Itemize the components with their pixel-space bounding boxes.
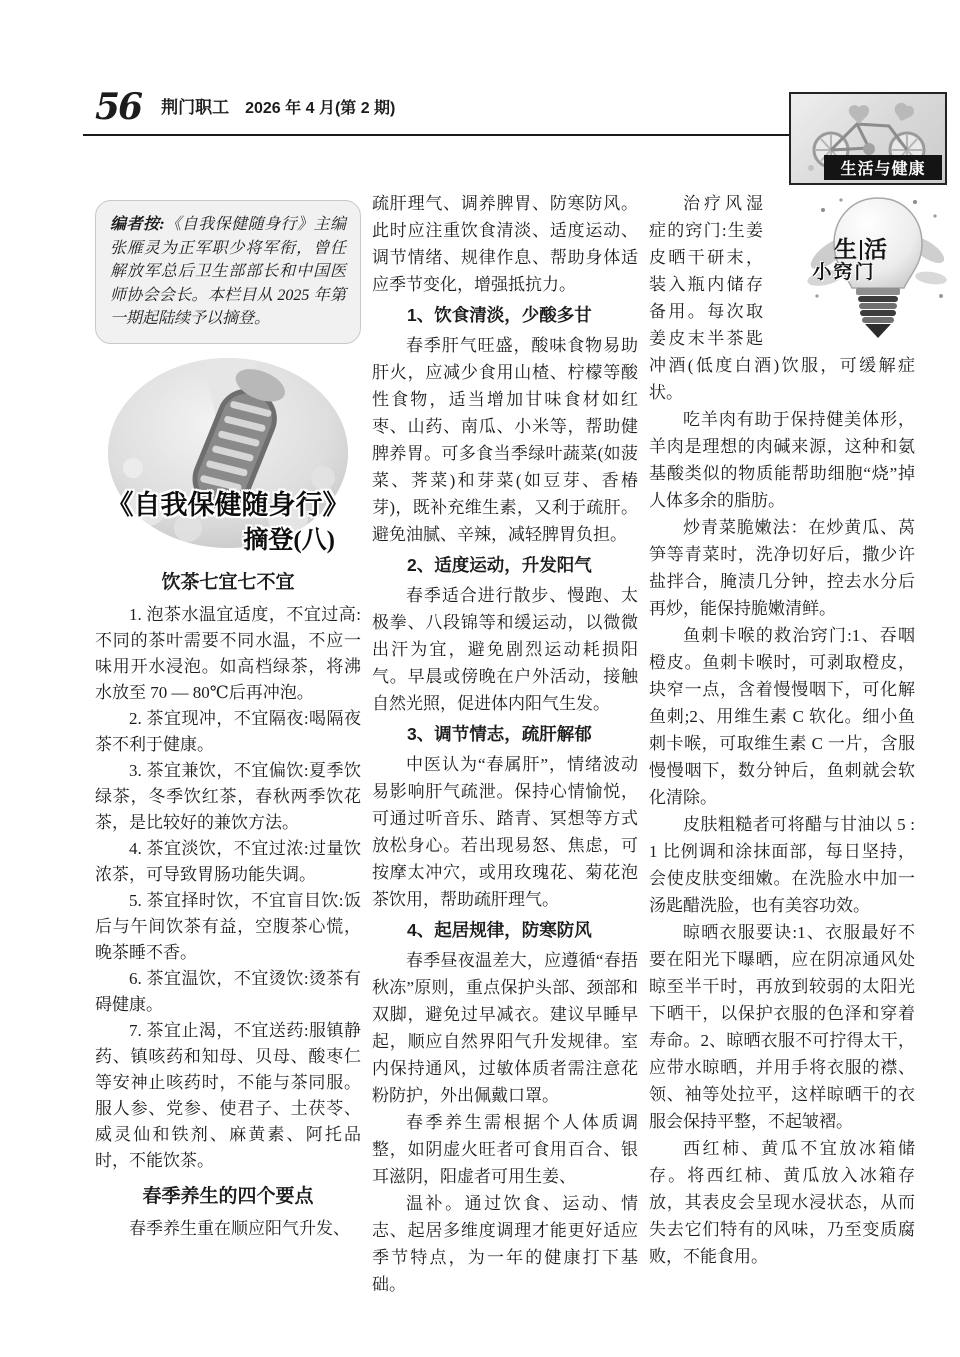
feature-header [103, 358, 353, 560]
tea-item: 7. 茶宜止渴，不宜送药:服镇静药、镇咳药和知母、贝母、酸枣仁等安神止咳药时，不能与茶同服。服人参、党参、使君子、土茯苓、威灵仙和铁剂、麻黄素、阿托品时，不能饮茶。 [95, 1020, 361, 1170]
spring-article-heading: 春季养生的四个要点 [142, 1185, 314, 1207]
badge-char-1: 生 [834, 236, 858, 262]
tea-item: 5. 茶宜择时饮，不宜盲目饮:饭后与午间饮茶有益，空腹茶心慌，晚茶睡不香。 [95, 890, 361, 962]
editor-note-text: 《自我保健随身行》主编张雁灵为正军职少将军衔，曾任解放军总后卫生部部长和中国医师协会会长。本栏目从 2025 年第一期起陆续予以摘登。 [110, 216, 346, 327]
spring-subheading-1: 1、饮食清淡，少酸多甘 [407, 305, 592, 325]
tip-paragraph: 吃羊肉有助于保持健美体形，羊肉是理想的肉碱来源，这种和氨基酸类似的物质能帮助细胞“烧”掉人体多余的脂肪。 [649, 410, 915, 510]
tip-rheumatism-text: 治疗风湿症的窍门:生姜皮晒干研末，装入瓶内储存备用。每次取姜皮末半茶匙冲酒(低度白酒)饮服，可缓解症状。 [649, 194, 915, 402]
tip-paragraph: 晾晒衣服要诀:1、衣服最好不要在阳光下曝晒，应在阴凉通风处晾至半干时，再放到较弱的太阳光下晒干，以保护衣服的色泽和穿着寿命。2、晾晒衣服不可拧得太干，应带水晾晒，并用手将衣服的襟、领、袖等处拉平，这样晾晒干的衣服会保持平整，不起皱褶。 [649, 923, 915, 1131]
spring-section-text: 春季肝气旺盛，酸味食物易助肝火，应减少食用山楂、柠檬等酸性食物，适当增加甘味食材如红枣、山药、南瓜、小米等，帮助健脾养胃。可多食当季绿叶蔬菜(如菠菜、荠菜)和芽菜(如豆芽、香椿芽)，既补充维生素，又利于疏肝。避免油腻、辛辣，减轻脾胃负担。 [372, 336, 638, 544]
badge-divider [860, 240, 862, 260]
spring-section-text: 中医认为“春属肝”，情绪波动易影响肝气疏泄。保持心情愉悦，可通过听音乐、踏青、冥想等方式放松身心。若出现易怒、焦虑，可按摩太冲穴，或用玫瑰花、菊花泡茶饮用，帮助疏肝理气。 [372, 755, 638, 909]
tip-paragraph: 西红柿、黄瓜不宜放冰箱储存。将西红柿、黄瓜放入冰箱存放，其表皮会呈现水浸状态，从而失去它们特有的风味，乃至变质腐败，不能食用。 [649, 1139, 915, 1266]
tea-item: 3. 茶宜兼饮，不宜偏饮:夏季饮绿茶，冬季饮红茶，春秋两季饮花茶，是比较好的兼饮方法。 [95, 760, 361, 832]
section-badge-box [789, 92, 947, 185]
badge-char-2: 活 [864, 236, 888, 262]
tip-paragraph: 鱼刺卡喉的救治窍门:1、吞咽橙皮。鱼刺卡喉时，可剥取橙皮，块窄一点，含着慢慢咽下，可化解鱼刺;2、用维生素 C 软化。细小鱼刺卡喉，可取维生素 C 一片，含服慢慢咽下，数分钟后，鱼刺就会软化清除。 [649, 626, 915, 807]
life-tips-badge [773, 192, 915, 344]
masthead [95, 86, 395, 128]
middle-column [372, 190, 638, 1298]
feature-title-line1: 《自我保健随身行》 [106, 489, 350, 520]
editor-note-label: 编者按: [110, 216, 165, 233]
life-tips-badge-text [773, 236, 915, 284]
badge-line-2: 小窍门 [812, 262, 876, 284]
page-number: 56 [95, 86, 142, 128]
spring-subheading-3: 3、调节情志，疏肝解郁 [407, 724, 592, 744]
right-column [649, 190, 915, 1270]
tea-item: 4. 茶宜淡饮，不宜过浓:过量饮浓茶，可导致胃肠功能失调。 [95, 838, 361, 884]
section-badge-label: 生活与健康 [824, 155, 942, 180]
spring-section-text: 春季昼夜温差大，应遵循“春捂秋冻”原则，重点保护头部、颈部和双脚，避免过早减衣。建议早睡早起，顺应自然界阳气升发规律。室内保持通风，过敏体质者需注意花粉防护，外出佩戴口罩。 [372, 951, 638, 1105]
spring-closing-1: 春季养生需根据个人体质调整，如阴虚火旺者可食用百合、银耳滋阴，阳虚者可用生姜、 [372, 1113, 638, 1186]
spring-intro-start: 春季养生重在顺应阳气升发、 [129, 1218, 350, 1238]
left-column [95, 200, 361, 1242]
tea-item: 6. 茶宜温饮，不宜烫饮:烫茶有碍健康。 [95, 968, 361, 1014]
tea-item: 1. 泡茶水温宜适度，不宜过高:不同的茶叶需要不同水温，不应一味用开水浸泡。如高档绿茶，将沸水放至 70 — 80℃后再冲泡。 [95, 604, 361, 702]
editor-note-box [95, 200, 361, 344]
journal-title: 荆门职工 [161, 98, 230, 117]
spring-subheading-4: 4、起居规律，防寒防风 [407, 920, 592, 940]
tip-paragraph: 皮肤粗糙者可将醋与甘油以 5 : 1 比例调和涂抹面部，每日坚持，会使皮肤变细嫩。在洗脸水中加一汤匙醋洗脸，也有美容功效。 [649, 815, 915, 915]
tea-item: 2. 茶宜现冲，不宜隔夜:喝隔夜茶不利于健康。 [95, 708, 361, 754]
spring-closing-2: 温补。通过饮食、运动、情志、起居多维度调理才能更好适应季节特点，为一年的健康打下基础。 [372, 1194, 638, 1294]
feature-title-line2: 摘登(八) [243, 526, 335, 554]
tea-article-heading: 饮茶七宜七不宜 [161, 571, 295, 593]
issue-label: 2026 年 4 月(第 2 期) [245, 100, 396, 117]
tip-paragraph [649, 190, 915, 406]
header-divider [83, 134, 789, 136]
spring-subheading-2: 2、适度运动，升发阳气 [407, 555, 592, 575]
spring-intro-continued: 疏肝理气、调养脾胃、防寒防风。此时应注重饮食清淡、适度运动、调节情绪、规律作息、帮助身体适应季节变化，增强抵抗力。 [372, 194, 638, 294]
tip-paragraph: 炒青菜脆嫩法：在炒黄瓜、莴笋等青菜时，洗净切好后，撒少许盐拌合，腌渍几分钟，控去水分后再炒，能保持脆嫩清鲜。 [649, 518, 915, 618]
spring-section-text: 春季适合进行散步、慢跑、太极拳、八段锦等和缓运动，以微微出汗为宜，避免剧烈运动耗损阳气。早晨或傍晚在户外活动，接触自然光照，促进体内阳气生发。 [372, 586, 638, 713]
